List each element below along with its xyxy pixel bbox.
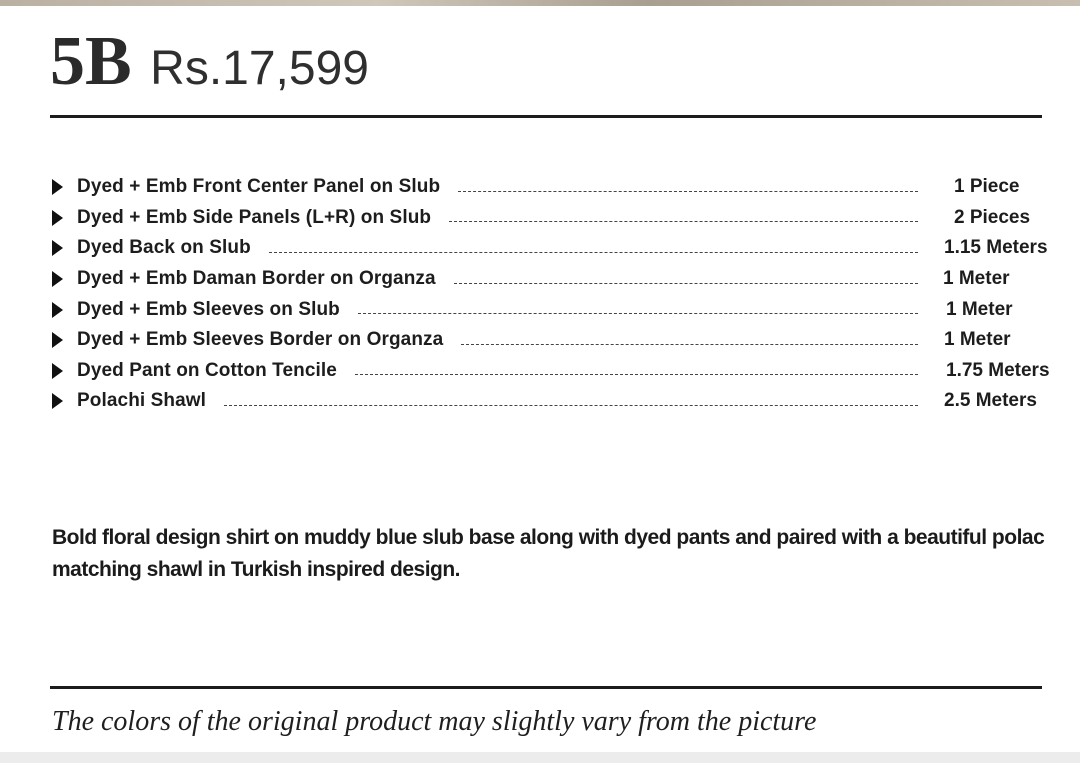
list-item	[50, 294, 1080, 325]
item-list	[50, 172, 1080, 417]
item-label: Dyed + Emb Side Panels (L+R) on Slub	[77, 206, 432, 228]
dotted-leader	[224, 405, 918, 406]
item-label: Dyed + Emb Front Center Panel on Slub	[77, 176, 441, 198]
dotted-leader	[454, 283, 918, 284]
item-label: Dyed + Emb Sleeves Border on Organza	[77, 329, 444, 351]
list-item	[50, 203, 1080, 234]
item-quantity: 2.5 Meters	[944, 390, 1037, 412]
dotted-leader	[458, 191, 918, 192]
product-price: Rs.17,599	[150, 42, 369, 95]
item-quantity: 1 Meter	[944, 329, 1011, 351]
list-item	[50, 233, 1080, 264]
color-disclaimer: The colors of the original product may slightly vary from the picture	[52, 706, 817, 737]
top-photo-strip	[0, 0, 1080, 6]
item-label: Dyed + Emb Daman Border on Organza	[77, 268, 436, 290]
triangle-bullet-icon	[52, 179, 63, 195]
triangle-bullet-icon	[52, 332, 63, 348]
triangle-bullet-icon	[52, 302, 63, 318]
triangle-bullet-icon	[52, 363, 63, 379]
dotted-leader	[449, 221, 918, 222]
item-label: Dyed + Emb Sleeves on Slub	[77, 298, 340, 320]
item-label: Dyed Back on Slub	[77, 237, 251, 259]
list-item	[50, 356, 1080, 387]
product-code: 5B	[50, 23, 132, 100]
list-item	[50, 386, 1080, 417]
triangle-bullet-icon	[52, 393, 63, 409]
list-item	[50, 325, 1080, 356]
product-heading	[50, 22, 369, 102]
description-line: Bold floral design shirt on muddy blue slub base along with dyed pants and paired with a beautiful polac	[52, 526, 1045, 549]
item-quantity: 1.15 Meters	[944, 237, 1048, 259]
triangle-bullet-icon	[52, 271, 63, 287]
dotted-leader	[358, 313, 918, 314]
item-quantity: 1 Meter	[943, 268, 1010, 290]
bottom-divider	[50, 686, 1042, 689]
top-divider	[50, 115, 1042, 118]
list-item	[50, 264, 1080, 295]
item-label: Polachi Shawl	[77, 390, 207, 412]
dotted-leader	[269, 252, 918, 253]
item-quantity: 1 Piece	[954, 176, 1020, 198]
dotted-leader	[355, 374, 918, 375]
item-quantity: 2 Pieces	[954, 206, 1031, 228]
item-quantity: 1.75 Meters	[946, 359, 1050, 381]
list-item	[50, 172, 1080, 203]
dotted-leader	[461, 344, 918, 345]
triangle-bullet-icon	[52, 240, 63, 256]
bottom-strip	[0, 752, 1080, 763]
triangle-bullet-icon	[52, 210, 63, 226]
item-label: Dyed Pant on Cotton Tencile	[77, 359, 337, 381]
description-line: matching shawl in Turkish inspired design.	[52, 558, 461, 581]
product-description	[52, 522, 1080, 586]
item-quantity: 1 Meter	[946, 298, 1013, 320]
